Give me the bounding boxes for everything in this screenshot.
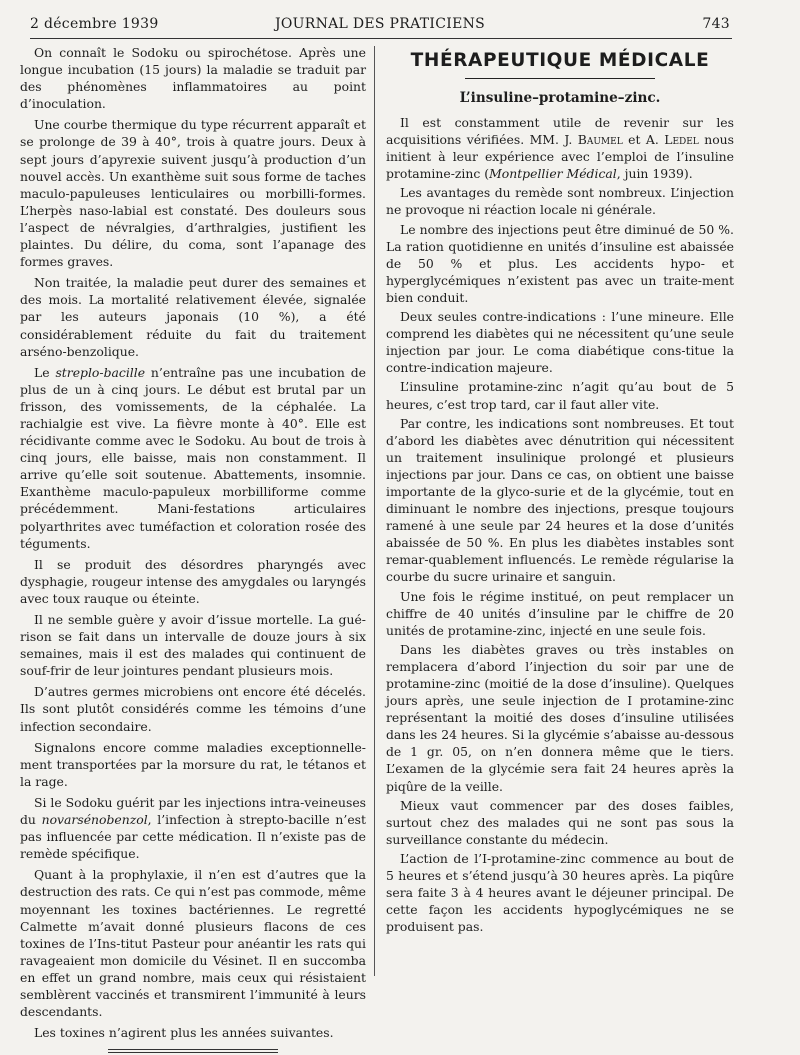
paragraph: Dans les diabètes graves ou très instables on remplacera d’abord l’injection du soir par une de protamine-zinc (moitié de la dose d’insuline). Quelques jours après, une seule injection de I protamine-zinc représentant la moitié des doses d’insuline utilisées dans les 24 heures. Si la glycémie s’abaisse au-dessous de 1 gr. 05, on n’en donnera même que le tiers. L’examen de la glycémie sera fait 24 heures après la piqûre de la veille. (386, 641, 734, 794)
text-run: , juin 1939). (616, 166, 693, 182)
paragraph (20, 364, 366, 552)
paragraph: Signalons encore comme maladies exceptionnelle-ment transportées par la morsure du rat, le tétanos et la rage. (20, 739, 366, 789)
text-run: Le (34, 364, 56, 380)
section-title: THÉRAPEUTIQUE MÉDICALE (410, 50, 710, 71)
author-name: Baumel (577, 132, 623, 148)
right-column (386, 44, 734, 937)
paragraph: L’action de l’I-protamine-zinc commence au bout de 5 heures et s’étend jusqu’à 30 heures après. La piqûre sera faite 3 à 4 heures avant le déjeuner principal. De cette façon les accidents hypoglycémiques ne se produisent pas. (386, 850, 734, 935)
paragraph: Deux seules contre-indications : l’une mineure. Elle comprend les diabètes qui ne nécessitent qu’une seule injection par jour. Le coma diabétique cons-titue la contre-indication majeure. (386, 309, 734, 376)
text-run: nous initient à leur expérience avec l’emploi de l’insuline protamine-zinc ( (386, 132, 735, 182)
column-divider (374, 46, 375, 976)
text-run: Si le Sodoku guérit par les injections intra-veineuses du (20, 794, 367, 828)
title-rule (465, 78, 655, 79)
page-header (30, 16, 730, 38)
text-run: Il est constamment utile de revenir sur les acquisitions vérifiées. MM. J. (386, 115, 734, 148)
header-rule (30, 38, 732, 39)
journal-name: JOURNAL DES PRATICIENS (274, 16, 486, 32)
paragraph: Non traitée, la maladie peut durer des semaines et des mois. La mortalité relativement élevée, signalée par les auteurs japonais (10 %), a été considérablement réduite du fait du traitement arséno-benzolique. (20, 275, 366, 359)
italic-term: streplo-bacille (55, 364, 146, 380)
paragraph: Le nombre des injections peut être diminué de 50 %. La ration quotidienne en unités d’insuline est abaissée de 50 % et plus. Les accidents hypo- et hyperglycémiques n’existent pas avec un traite-ment bien conduit. (386, 221, 734, 305)
paragraph (20, 794, 366, 862)
italic-term: novarsénobenzol (41, 812, 148, 828)
end-rule (108, 1049, 278, 1055)
page-number: 743 (702, 16, 730, 32)
paragraph: On connaît le Sodoku ou spirochétose. Après une longue incubation (15 jours) la maladie se traduit par des phénomènes inflammatoires au point d’inoculation. (20, 45, 366, 112)
paragraph: Les avantages du remède sont nombreux. L’injection ne provoque ni réaction locale ni générale. (386, 185, 734, 218)
paragraph: Il ne semble guère y avoir d’issue mortelle. La gué-rison se fait dans un intervalle de douze jours à six semaines, mais il est des malades qui continuent de souf-frir de leur jointures pendant plusieurs mois. (20, 612, 366, 679)
paragraph: Une courbe thermique du type récurrent apparaît et se prolonge de 39 à 40°, trois à quatre jours. Deux à sept jours d’apyrexie suivent jusqu’à production d’un nouvel accès. Un exanthème suit sous forme de taches maculo-papuleuses lenticulaires ou morbilli-formes. L’herpès naso-labial est constaté. Des douleurs sous l’aspect de névralgies, d’arthralgies, justifient les plaintes. Du délire, du coma, sont l’apanage des formes graves. (20, 117, 366, 270)
paragraph: Par contre, les indications sont nombreuses. Et tout d’abord les diabètes avec dénutrition qui nécessitent un traitement insulinique prolongé et plusieurs injections par jour. Dans ce cas, on obtient une baisse importante de la glyco-surie et de la glycémie, tout en diminuant le nombre des injections, presque toujours ramené à une seule par 24 heures et la dose d’unités abaissée de 50 %. En plus les diabètes instables sont remar-quablement influencés. Le remède régularise la courbe du sucre urinaire et sanguin. (386, 415, 734, 585)
paragraph: D’autres germes microbiens ont encore été décelés. Ils sont plutôt considérés comme les témoins d’une infection secondaire. (20, 684, 366, 734)
journal-citation: Montpellier Médical (489, 166, 617, 182)
paragraph: L’insuline protamine-zinc n’agit qu’au bout de 5 heures, c’est trop tard, car il faut aller vite. (386, 379, 734, 412)
article-title: L’insuline–protamine–zinc. (459, 90, 661, 106)
paragraph: Les toxines n’agirent plus les années suivantes. (34, 1025, 334, 1041)
left-column (20, 44, 366, 1055)
issue-date: 2 décembre 1939 (30, 16, 159, 32)
paragraph (386, 114, 734, 182)
paragraph: Une fois le régime institué, on peut remplacer un chiffre de 40 unités d’insuline par le chiffre de 20 unités de protamine-zinc, injecté en une seule fois. (386, 588, 734, 638)
paragraph: Il se produit des désordres pharyngés avec dysphagie, rougeur intense des amygdales ou laryngés avec toux rauque ou éteinte. (20, 556, 366, 606)
paragraph: Quant à la prophylaxie, il n’en est d’autres que la destruction des rats. Ce qui n’est pas commode, même moyennant les toxines bactériennes. Le regretté Calmette m’avait donné plusieurs flacons de ces toxines de l’Ins-titut Pasteur pour anéantir les rats qui ravageaient mon domicile du Vésinet. Il en succomba en effet un grand nombre, mais ceux qui résistaient semblèrent vaccinés et transmirent l’immunité à leurs descendants. (20, 867, 366, 1020)
text-run: , l’infection à strepto-bacille n’est pas influencée par cette médication. Il n’existe pas de remède spécifique. (20, 812, 366, 862)
text-run: et A. (622, 132, 665, 148)
text-run: n’entraîne pas une incubation de plus de un à cinq jours. Le début est brutal par un frisson, des vomissements, de la céphalée. La rachialgie est vive. La fièvre monte à 40°. Elle est récidivante comme avec le Sodoku. Au bout de trois à cinq jours, elle baisse, mais non constamment. Il arrive qu’elle soit soutenue. Abattements, insomnie. Exanthème maculo-papuleux morbilliforme comme précédemment. Mani-festations articulaires polyarthrites avec tuméfaction et coloration rosée des téguments. (20, 364, 366, 551)
paragraph: Mieux vaut commencer par des doses faibles, surtout chez des malades qui ne sont pas sous la surveillance constante du médecin. (386, 797, 734, 847)
author-name: Ledel (664, 132, 699, 148)
